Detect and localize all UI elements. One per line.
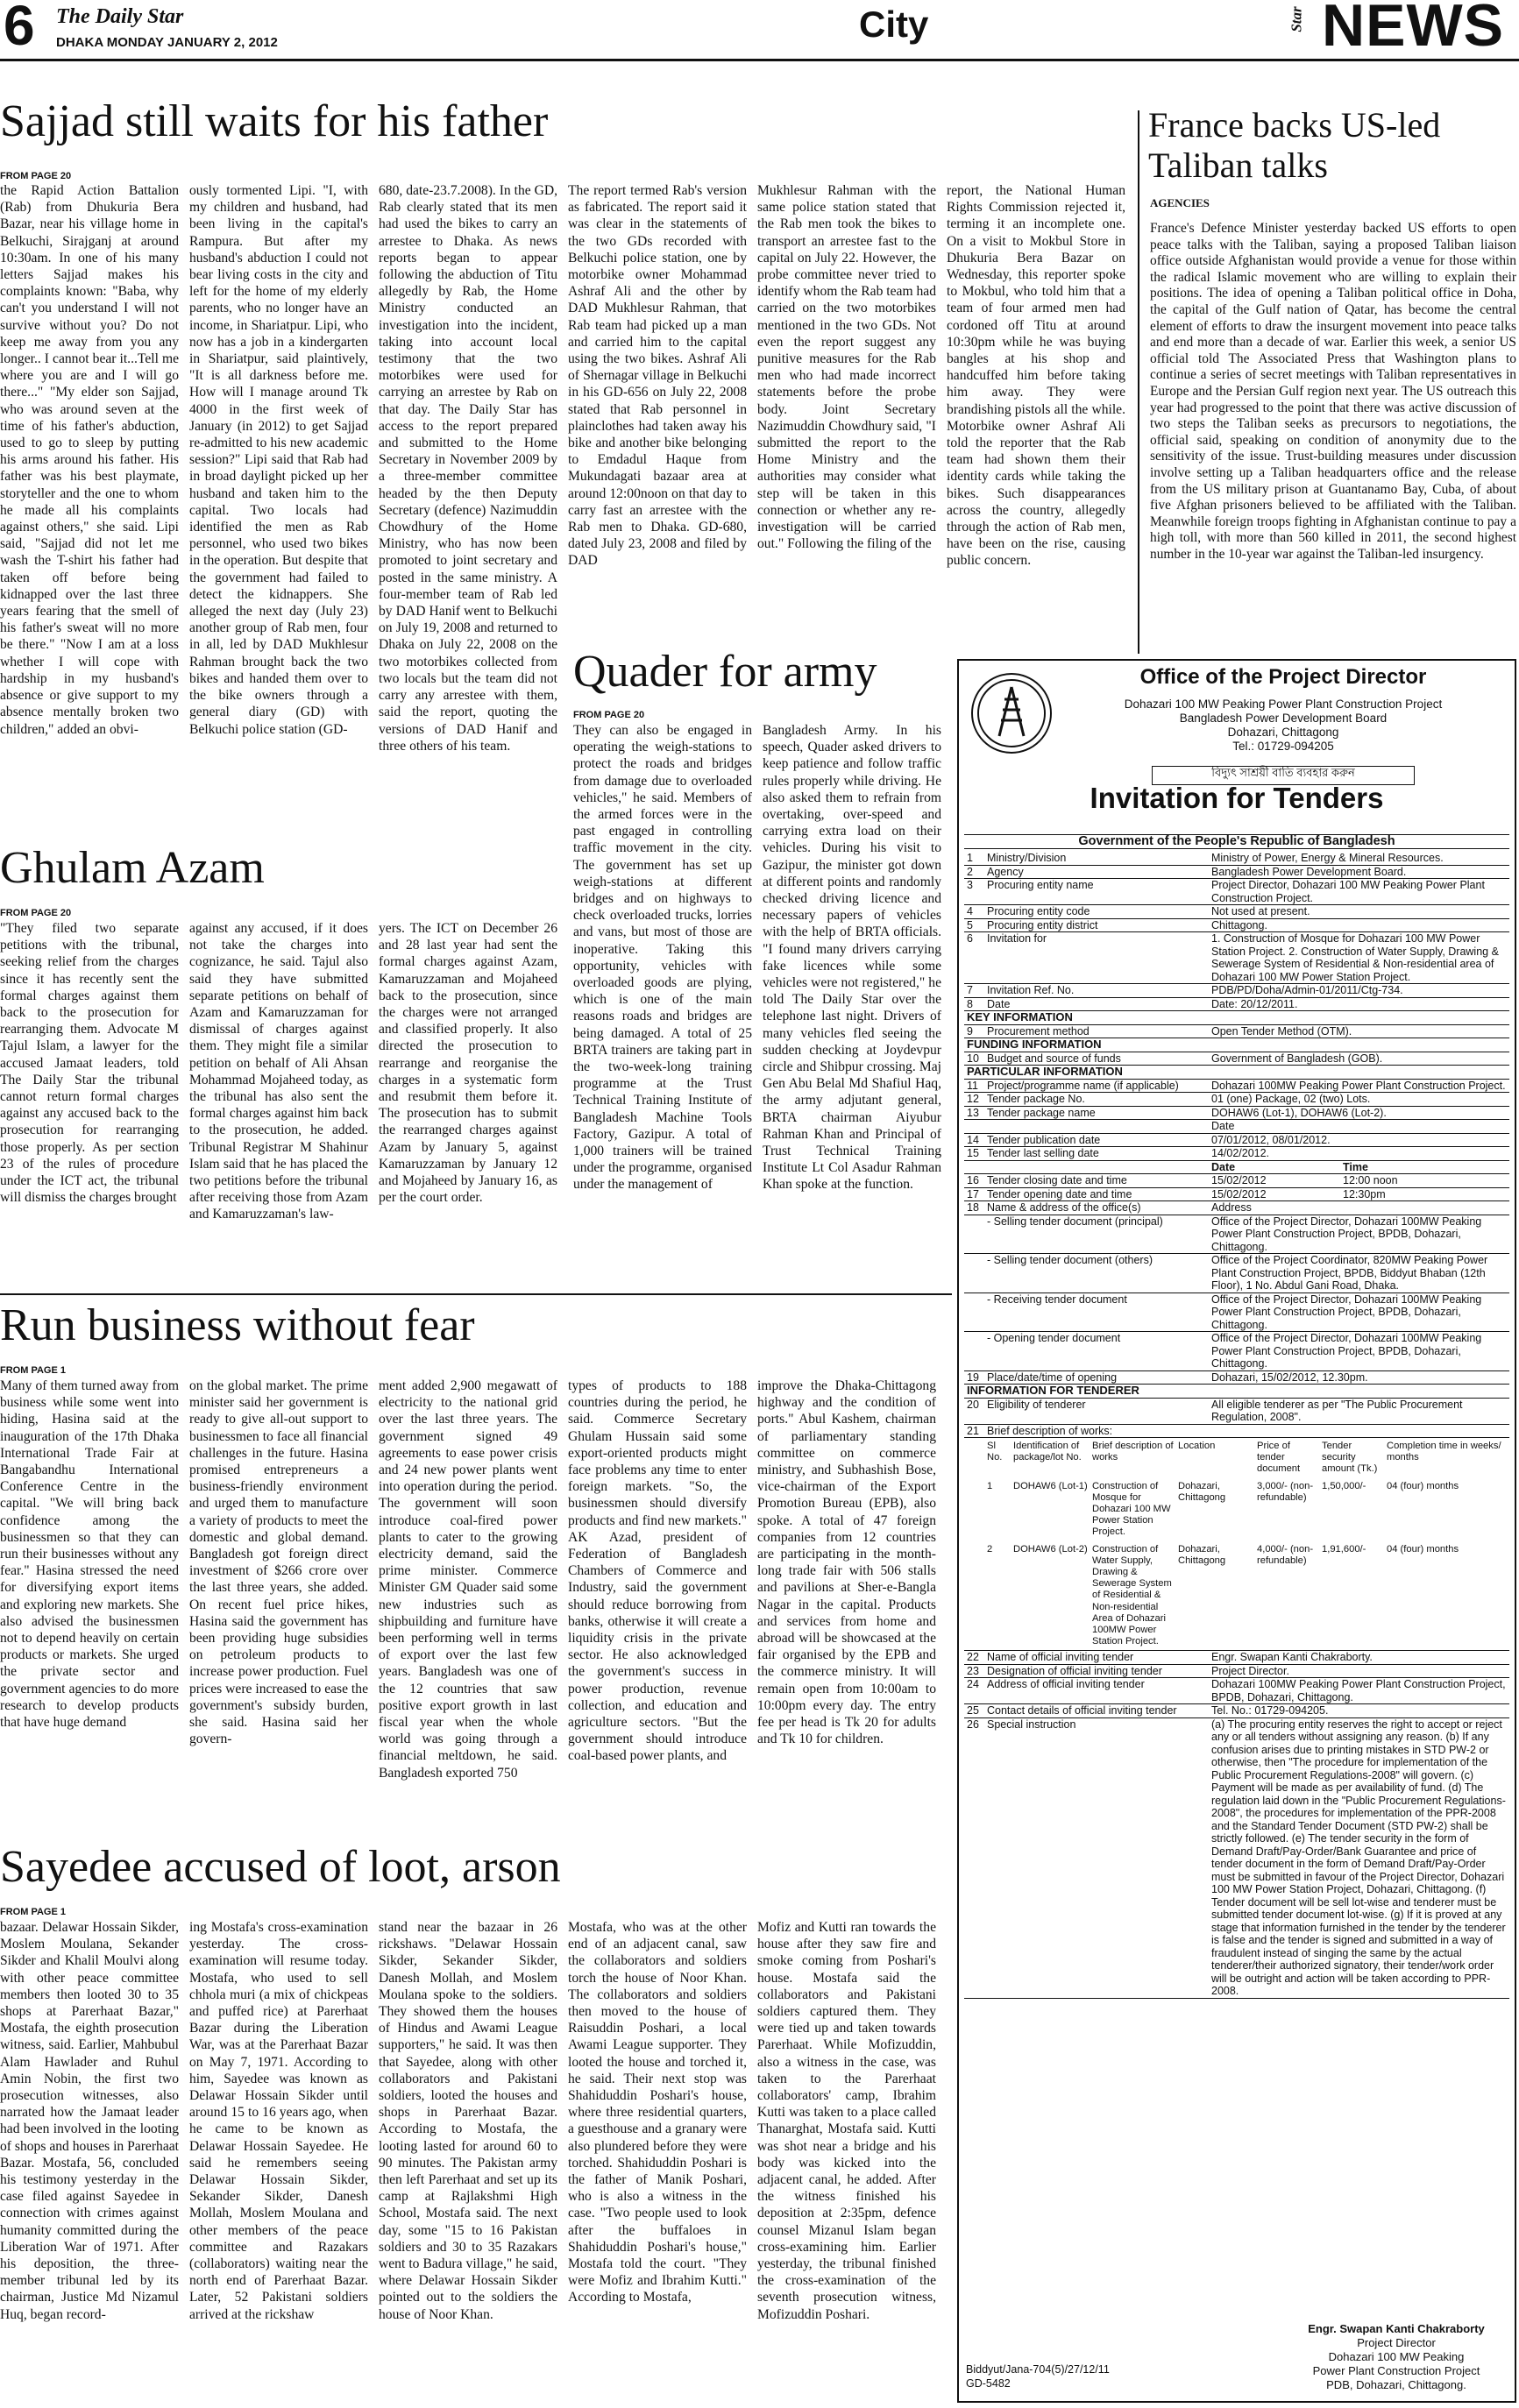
tender-row bbox=[964, 1025, 1509, 1039]
tender-row bbox=[964, 1651, 1509, 1665]
tender-office: Office of the Project Director bbox=[1139, 665, 1427, 689]
works-head-cell: Sl No. bbox=[987, 1441, 1003, 1463]
tender-cell-l: Procuring entity code bbox=[987, 905, 1090, 917]
tender-cell-d: 15/02/2012 bbox=[1211, 1174, 1267, 1186]
tender-section-head: KEY INFORMATION bbox=[964, 1011, 1509, 1025]
tender-cell-n: 2 bbox=[967, 865, 973, 878]
tender-row bbox=[964, 905, 1509, 919]
tender-dt-head bbox=[964, 1161, 1509, 1175]
signature-line: Project Director bbox=[1357, 2336, 1436, 2349]
tender-cell-l: Tender package name bbox=[987, 1106, 1096, 1119]
tender-cell-n: 20 bbox=[967, 1398, 979, 1411]
tender-cell-v: Address bbox=[1211, 1201, 1252, 1214]
business-headline: Run business without fear bbox=[0, 1300, 475, 1350]
tender-cell-l: Eligibility of tenderer bbox=[987, 1398, 1086, 1411]
tender-cell-l: - Receiving tender document bbox=[987, 1293, 1127, 1306]
business-column: improve the Dhaka-Chittagong highway and the condition of ports." Abul Kashem, chairman of parliamentary standing committee on commerce ministry, and Subhashish Bose, vice-chairman of the Export Promotion Bureau (EPB), also spoke. A total of 47 foreign companies from 12 countries are participating in the month-long trade fair with 506 stalls and pavilions at Sher-e-Bangla Nagar in the capital. Products and services from home and abroad will be showcased at the fair organised by the EPB and the commerce ministry. It will remain open from 10:00am to 10:00pm every day. The entry fee per head is Tk 20 for adults and Tk 10 for children. bbox=[757, 1378, 936, 1747]
tender-ref-line: GD-5482 bbox=[966, 2377, 1011, 2390]
tender-cell-v: Office of the Project Director, Dohazari 100MW Peaking Power Plant Construction Project, BPDB, Dohazari, Chittagong. bbox=[1211, 1215, 1482, 1253]
tender-cell-v: (a) The procuring entity reserves the right to accept or reject any or all tenders without assigning any reason. (b) If any confusion arises due to printing mistakes in STD PW-2 or otherwise, then "The procedure for implementation of the Public Procurement Regulations-2008" will govern. (c) Payment will be made as per availability of fund. (d) The regulation laid down in the "Public Procurement Regulations-2008", the procedures for implementation of the PPR-2008 and the Standard Tender Document (STD PW-2) shall be strictly followed. (e) The tender security in the form of Demand Draft/Pay-Order/Bank Guarantee and price of tender document in the form of Demand Draft/Pay-Order must be submitted in favour of the Project Director, Dohazari 100 MW Power Station Project, Dohazari, Chittagong. (f) Tender document will be sell lot-wise and tenderer must be submitted tender document lot-wise. (g) If it is proved at any stage that information furnished in the tender by the tenderer is false and the tender is signed and submitted in a way of fraudulent instead of singing the same by the actual tenderer/their authorized signatory, their tender/work order will be outright and action will be taken according to PPR-2008. bbox=[1211, 1717, 1506, 1998]
signature-line: Power Plant Construction Project bbox=[1312, 2364, 1480, 2377]
works-cell: Construction of Water Supply, Drawing & Sewerage System of Residential & Non-residential Area of Dohazari 100MW Power Station Project. bbox=[1092, 1543, 1172, 1647]
tender-row bbox=[964, 919, 1509, 933]
tender-cell-n: 12 bbox=[967, 1093, 979, 1105]
tender-cell-l: Tender closing date and time bbox=[987, 1174, 1127, 1186]
tender-cell-n: 6 bbox=[967, 932, 973, 945]
tender-row bbox=[964, 1201, 1509, 1215]
tender-cell-l: Budget and source of funds bbox=[987, 1052, 1121, 1065]
tender-row bbox=[964, 1134, 1509, 1148]
tender-cell-n: 9 bbox=[967, 1024, 973, 1038]
tender-cell-v: Dohazari 100MW Peaking Power Plant Construction Project. bbox=[1211, 1079, 1506, 1092]
sayedee-headline: Sayedee accused of loot, arson bbox=[0, 1842, 561, 1892]
works-cell: 04 (four) months bbox=[1387, 1543, 1459, 1555]
tender-cell-n: 7 bbox=[967, 984, 973, 996]
tender-cell-l: Date bbox=[987, 997, 1011, 1010]
works-cell: 04 (four) months bbox=[1387, 1480, 1459, 1491]
tender-cell-n: 19 bbox=[967, 1370, 979, 1384]
tender-cell-l: Tender opening date and time bbox=[987, 1187, 1132, 1200]
tender-section-head: INFORMATION FOR TENDERER bbox=[964, 1385, 1509, 1399]
tender-cell-l: Tender last selling date bbox=[987, 1147, 1099, 1159]
sajjad-column: the Rapid Action Battalion (Rab) from Dhukuria Bera Bazar, near his village home in Belkuchi, Sirajganj at around 10:30am. In one of his many letters Sajjad makes his complaints known: "Baba, why can't you understand I will not survive without you? Do not keep me away from you any longer.. I cannot bear it...Tell me where you are and I will go there..." "My elder son Sajjad, who was around seven at the time of his father's abduction, used to go to sleep by putting his arms around his father. His father was his best playmate, storyteller and the one to whom he made all his complaints against others," she said. Lipi said, "Sajjad did not let me wash the T-shirt his father had taken off before being kidnapped over the last three years fearing that the smell of his father's sweat will no more be there." "Now I am at a loss whether I will cope with hardship in my husband's absence or give support to my absence mentally broken two children," added an obvi- bbox=[0, 183, 179, 737]
tender-cell-n bbox=[964, 1293, 987, 1332]
tender-cell-l bbox=[987, 1120, 1208, 1133]
tender-cell-l: - Selling tender document (principal) bbox=[987, 1215, 1163, 1228]
tender-row bbox=[964, 1093, 1509, 1107]
ghulam-column: yers. The ICT on December 26 and 28 last year had sent the formal charges against Azam, Kamaruzzaman and Mojaheed back to the prosecution, since the charges were not arranged and classified properly. It also directed the prosecution to rearrange and reorganise the charges in a systematic form and resubmit them before it. The prosecution has to submit the rearranged charges against Azam by January 5, against Kamaruzzaman by January 12 and Mojaheed by January 16, as per the court order. bbox=[379, 921, 557, 1206]
tender-cell-v: 1. Construction of Mosque for Dohazari 100 MW Power Station Project. 2. Construction of Water Supply, Drawing & Sewerage System of Residential & Non-residential area of Dohazari 100 MW Power Station Project. bbox=[1211, 932, 1499, 983]
tender-cell-l: Name of official inviting tender bbox=[987, 1651, 1134, 1664]
tender-cell-l: Procuring entity district bbox=[987, 918, 1098, 931]
works-cell: 3,000/- (non-refundable) bbox=[1257, 1480, 1314, 1503]
works-head-cell: Completion time in weeks/ months bbox=[1387, 1441, 1501, 1463]
tender-row bbox=[964, 1293, 1509, 1333]
tender-row bbox=[964, 1147, 1509, 1161]
tender-cell-n: 24 bbox=[967, 1678, 979, 1691]
tender-cell-l: Agency bbox=[987, 865, 1024, 878]
tender-ref bbox=[966, 2362, 1110, 2390]
france-body: France's Defence Minister yesterday backed US efforts to open peace talks with the Taliban, saying a proposed Taliban liaison office outside Afghanistan would provide a venue for those within the radical Islamic movement who are willing to explain their positions. The idea of opening a Taliban political office in Doha, the capital of the Gulf nation of Qatar, has become the central element of efforts to draw the insurgent movement into peace talks and end more than a decade of war. Earlier this week, a senior US official told The Associated Press that Washington plans to continue a series of secret meetings with Taliban representatives in Europe and the Persian Gulf region next year. The US outreach this year had progressed to the point that there was active discussion of two steps the Taliban seeks as precursors to negotiations, the official said, speaking on condition of anonymity due to the sensitivity of the issue. Trust-building measures under discussion involve setting up a Taliban headquarters office and the release from the US military prison at Guantanamo Bay, Cuba, of about five Afghan prisoners believed to be affiliated with the Taliban. Meanwhile foreign troops fighting in Afghanistan continue to pay a high toll, with more than 560 killed in 2011, the second highest number in the 10-year war against the Taliban-led insurgency. bbox=[1150, 221, 1516, 562]
tender-cell-v: Office of the Project Director, Dohazari 100MW Peaking Power Plant Construction Project, BPDB, Dohazari, Chittagong. bbox=[1211, 1293, 1482, 1331]
tender-cell-t: 12:30pm bbox=[1343, 1187, 1386, 1200]
tender-row bbox=[964, 1107, 1509, 1121]
tender-dt-head-time: Time bbox=[1343, 1160, 1368, 1173]
tender-sub-line: Dohazari 100 MW Peaking Power Plant Construction Project bbox=[1124, 698, 1443, 711]
tender-cell-l: Invitation Ref. No. bbox=[987, 984, 1075, 996]
tender-cell-v: 07/01/2012, 08/01/2012. bbox=[1211, 1133, 1331, 1146]
tender-row bbox=[964, 1052, 1509, 1066]
works-row bbox=[987, 1478, 1509, 1541]
works-cell: Dohazari, Chittagong bbox=[1178, 1480, 1226, 1503]
section-name: City bbox=[859, 4, 929, 45]
france-byline: AGENCIES bbox=[1150, 196, 1210, 209]
tender-cell-v bbox=[1208, 1425, 1509, 1438]
tender-row bbox=[964, 1371, 1509, 1385]
tender-sub-line: Dohazari, Chittagong bbox=[1227, 726, 1339, 739]
tender-row bbox=[964, 852, 1509, 866]
tender-cell-l: Designation of official inviting tender bbox=[987, 1664, 1162, 1677]
tender-row bbox=[964, 1665, 1509, 1679]
tender-cell-n bbox=[964, 1332, 987, 1370]
sayedee-column: Mofiz and Kutti ran towards the house after they saw fire and smoke coming from Poshari's house. Mostafa said the collaborators and Pakistani soldiers captured them. They were tied up and taken towards Parerhaat. While Mofizuddin, also a witness in the case, was taken to the Parerhaat collaborators' camp, Ibrahim Kutti was taken to a place called Thanarghat, Mostafa said. Kutti was shot near a bridge and his body was kicked into the adjacent canal, he added. After the witness finished his deposition at 2:35pm, defence counsel Mizanul Islam began cross-examining him. Earlier yesterday, the tribunal finished the cross-examination of the seventh prosecution witness, Mofizuddin Poshari. bbox=[757, 1920, 936, 2322]
tender-row bbox=[964, 1254, 1509, 1293]
tender-row bbox=[964, 1718, 1509, 1999]
dateline: DHAKA MONDAY JANUARY 2, 2012 bbox=[56, 35, 278, 50]
tender-cell-n: 14 bbox=[967, 1133, 979, 1146]
tender-row bbox=[964, 1188, 1509, 1202]
quader-headline: Quader for army bbox=[573, 647, 877, 697]
tender-cell-v: Tel. No.: 01729-094205. bbox=[1211, 1704, 1329, 1717]
tender-cell-v: All eligible tenderer as per "The Public Procurement Regulation, 2008". bbox=[1211, 1398, 1463, 1423]
tender-cell-n: 21 bbox=[967, 1424, 979, 1437]
tender-cell-n: 26 bbox=[967, 1717, 979, 1731]
news-word: NEWS bbox=[1322, 0, 1504, 59]
business-column: Many of them turned away from business while some went into hiding, Hasina said at the inauguration of the 17th Dhaka International Trade Fair at Bangabandhu International Conference Centre in the capital. "We will bring back confidence among the businessmen so that they can run their businesses without any fear." Hasina stressed the need for diversifying export items and exploring new markets. She also advised the businessmen not to depend heavily on certain products or markets. She urged the private sector and government agencies to do more research to develop products that have huge demand bbox=[0, 1378, 179, 1731]
tender-sub-line: Tel.: 01729-094205 bbox=[1232, 740, 1334, 753]
star-logo: Star bbox=[1288, 6, 1305, 32]
tender-row bbox=[964, 1425, 1509, 1439]
works-table bbox=[964, 1438, 1509, 1651]
tender-cell-l: Invitation for bbox=[987, 932, 1047, 945]
france-rule bbox=[1138, 110, 1139, 654]
tender-cell-v: Project Director, Dohazari 100 MW Peaking Power Plant Construction Project. bbox=[1211, 879, 1485, 904]
tender-row bbox=[964, 1215, 1509, 1255]
tender-cell-n: 8 bbox=[967, 997, 973, 1010]
tender-section-head: PARTICULAR INFORMATION bbox=[964, 1066, 1509, 1080]
tender-cell-v: Project Director. bbox=[1211, 1664, 1289, 1677]
works-cell: 1 bbox=[987, 1480, 993, 1491]
tender-cell-n: 17 bbox=[967, 1187, 979, 1200]
tender-cell-v: PDB/PD/Doha/Admin-01/2011/Ctg-734. bbox=[1211, 984, 1403, 996]
tender-cell-v: Office of the Project Director, Dohazari 100MW Peaking Power Plant Construction Project, BPDB, Dohazari, Chittagong. bbox=[1211, 1332, 1482, 1370]
paper-name: The Daily Star bbox=[56, 5, 184, 28]
tender-cell-v: Bangladesh Power Development Board. bbox=[1211, 865, 1407, 878]
business-column: on the global market. The prime minister said her government is ready to give all-out support to businessmen to face all financial challenges in the future. Hasina promised entrepreneurs a business-friendly environment and urged them to manufacture a variety of products to meet the domestic and global demand. Bangladesh got foreign direct investment of $266 crore over the last three years, she added. On recent fuel price hikes, Hasina said the government has been providing huge subsidies on petroleum products to increase power production. Fuel prices were increased to ease the government's subsidy burden, she said. Hasina said her govern- bbox=[189, 1378, 368, 1747]
tender-cell-l: Address of official inviting tender bbox=[987, 1678, 1145, 1691]
business-rule bbox=[0, 1293, 952, 1295]
france-headline: France backs US-led Taliban talks bbox=[1148, 105, 1441, 185]
ghulam-from: FROM PAGE 20 bbox=[0, 908, 72, 918]
works-cell: DOHAW6 (Lot-1) bbox=[1013, 1480, 1088, 1491]
tender-row bbox=[964, 1080, 1509, 1094]
tender-cell-l: Place/date/time of opening bbox=[987, 1370, 1118, 1384]
tender-cell-n: 22 bbox=[967, 1651, 979, 1664]
tender-cell-n: 4 bbox=[967, 905, 973, 917]
tender-cell-t: 12:00 noon bbox=[1343, 1174, 1398, 1186]
sajjad-column: ously tormented Lipi. "I, with my children and husband, had been living in the capital's Rampura. But after my husband's abduction I could not bear living costs in the city and left for the home of my elderly parents, who no longer have an income, in Shariatpur. Lipi, who now has a job in a kindergarten in Shariatpur, said plaintively, "It is all darkness before me. How will I manage around Tk 4000 in the first week of January (in 2012) to get Sajjad re-admitted to his new academic session?" Lipi said that Rab had in broad daylight picked up her husband and taken him to the capital. Two locals had identified the men as Rab personnel, who used two bikes in the operation. But despite that the government had failed to detect the kidnappers. She alleged the next day (July 23) another group of Rab men, four in all, led by DAD Mukhlesur Rahman brought back the two bikes and handed them over to the bike owners through a general diary (GD) with Belkuchi police station (GD- bbox=[189, 183, 368, 737]
tender-cell-n: 10 bbox=[967, 1052, 979, 1065]
tender-cell-n: 15 bbox=[967, 1147, 979, 1159]
tender-cell-v: Dohazari, 15/02/2012, 12.30pm. bbox=[1211, 1370, 1368, 1384]
works-cell: Dohazari, Chittagong bbox=[1178, 1543, 1226, 1566]
tender-cell-v: 01 (one) Package, 02 (two) Lots. bbox=[1211, 1093, 1371, 1105]
sayedee-column: stand near the bazaar in 26 rickshaws. "Delawar Hossain Sikder, Sekander Sikder, Danesh Mollah, and Moslem Moulana spoke to the soldiers. They showed them the houses of Hindus and Awami League supporters," he said. It was then that Sayedee, along with other collaborators and Pakistani soldiers, looted the houses and shops in Parerhaat Bazar. According to Mostafa, the looting lasted for around 60 to 90 minutes. The Pakistan army then left Parerhaat and set up its camp at Rajlakshmi High School, Mostafa said. The next day, some "15 to 16 Pakistan soldiers and 30 to 35 Razakars went to Badura village," he said, where Delawar Hossain Sikder pointed out to the soldiers the house of Noor Khan. bbox=[379, 1920, 557, 2322]
tender-cell-v: Chittagong. bbox=[1211, 918, 1267, 931]
tender-govt: Government of the People's Republic of Bangladesh bbox=[964, 834, 1509, 849]
bpdb-emblem-icon bbox=[971, 673, 1052, 754]
business-from: FROM PAGE 1 bbox=[0, 1365, 66, 1376]
works-cell: Construction of Mosque for Dohazari 100 MW Power Station Project. bbox=[1092, 1480, 1171, 1538]
tender-row bbox=[964, 866, 1509, 880]
tender-dt-head-date: Date bbox=[1211, 1160, 1236, 1173]
signature-line: PDB, Dohazari, Chittagong. bbox=[1326, 2378, 1466, 2391]
tender-cell-n: 5 bbox=[967, 918, 973, 931]
tender-row bbox=[964, 1332, 1509, 1371]
works-cell: 1,50,000/- bbox=[1322, 1480, 1366, 1491]
tender-cell-n: 11 bbox=[967, 1079, 978, 1092]
tender-row bbox=[964, 1399, 1509, 1425]
tender-cell-v: Date bbox=[1211, 1120, 1235, 1132]
works-cell: 2 bbox=[987, 1543, 993, 1555]
sajjad-from: FROM PAGE 20 bbox=[0, 171, 72, 181]
tender-sub-line: Bangladesh Power Development Board bbox=[1179, 712, 1388, 725]
sayedee-column: Mostafa, who was at the other end of an adjacent canal, saw the collaborators and soldiers torch the house of Noor Khan. The collaborators and soldiers then moved to the house of Raisuddin Poshari, a local Awami League supporter. They looted the house and torched it, he said. Their next stop was Shahiduddin Poshari's house, where three residential quarters, a guesthouse and a granary were also plundered before they were torched. Shahiduddin Poshari is the father of Manik Poshari, who is also a witness in the case. "Two people used to look after the buffaloes in Shahiduddin Poshari's house," Mostafa told the court. "They were Mofiz and Ibrahim Kutti." According to Mostafa, bbox=[568, 1920, 747, 2305]
works-cell: 1,91,600/- bbox=[1322, 1543, 1366, 1555]
tender-cell-l: - Opening tender document bbox=[987, 1332, 1121, 1344]
tender-cell-n bbox=[964, 1120, 987, 1133]
tender-cell-l: Special instruction bbox=[987, 1717, 1076, 1731]
tender-cell-n: 23 bbox=[967, 1664, 979, 1677]
works-row bbox=[987, 1541, 1509, 1651]
tender-cell-v: Not used at present. bbox=[1211, 905, 1310, 917]
signature-line: Dohazari 100 MW Peaking bbox=[1328, 2350, 1465, 2363]
tender-title: Invitation for Tenders bbox=[1090, 782, 1384, 814]
signature-line: Engr. Swapan Kanti Chakraborty bbox=[1308, 2322, 1485, 2335]
tender-cell-n: 25 bbox=[967, 1704, 979, 1717]
tender-sub bbox=[1055, 698, 1511, 754]
business-column: types of products to 188 countries during the period, he said. Commerce Secretary Ghulam Hussain said some export-oriented products might face problems any time to enter foreign markets. "So, the businessmen should diversify products and find new markets." AK Azad, president of Federation of Bangladesh Chambers of Commerce and Industry, said the government should reduce borrowing from banks, otherwise it will create a liquidity crisis in the private sector. He also acknowledged the government's success in power production, revenue collection, and education and agriculture sectors. "But the government should introduce coal-based power plants, and bbox=[568, 1378, 747, 1764]
tender-row bbox=[964, 1120, 1509, 1134]
tender-bangla-slogan: বিদ্যুৎ সাশ্রয়ী বাতি ব্যবহার করুন bbox=[1152, 766, 1415, 785]
works-head-cell: Brief description of works bbox=[1092, 1441, 1174, 1463]
sajjad-column: 680, date-23.7.2008). In the GD, Rab clearly stated that its men had used the bikes to carry an arrestee to Dhaka. As news reports began to appear following the abduction of Titu allegedly by Rab, the Home Ministry conducted an investigation into the incident, taking into account local testimony that the two motorbikes were used for carrying an arrestee by Rab on that day. The Daily Star has access to the report prepared and submitted to the Home Secretary in November 2009 by a three-member committee headed by the then Deputy Secretary (defence) Nazimuddin Chowdhury of the Home Ministry, who has now been promoted to joint secretary and posted in the same ministry. A four-member team of Rab led by DAD Hanif went to Belkuchi on July 19, 2008 and returned to Dhaka on July 22, 2008 on the two motorbikes collected from two locals but the team did not carry any arrestee with them, said the report, quoting the versions of DAD Hanif and three others of his team. bbox=[379, 183, 557, 754]
tender-cell-l: Project/programme name (if applicable) bbox=[987, 1079, 1179, 1092]
tender-cell-v: Ministry of Power, Energy & Mineral Resources. bbox=[1211, 852, 1444, 864]
tender-cell-l: Contact details of official inviting tender bbox=[987, 1704, 1177, 1717]
tender-cell-v: Open Tender Method (OTM). bbox=[1211, 1024, 1352, 1038]
works-head-cell: Price of tender document bbox=[1257, 1441, 1301, 1475]
tender-signature bbox=[1287, 2322, 1506, 2392]
sajjad-column: The report termed Rab's version as fabricated. The report said it was clear in the statements of the two GDs recorded with Belkuchi police station, one by motorbike owner Mohammad Ashraf Ali and the other by DAD Mukhlesur Rahman, that Rab team had picked up a man and carried him to the capital using the two bikes. Ashraf Ali of Shernagar village in Belkuchi in his GD-656 on July 22, 2008 stated that Rab personnel in plainclothes had taken away his bike and another bike belonging to Emdadul Haque from Mukundagati bazaar area at around 12:00noon on that day to carry fast an arrestee with the Rab men to Dhaka. GD-680, dated July 23, 2008 and filed by DAD bbox=[568, 183, 747, 569]
tender-cell-l: Procuring entity name bbox=[987, 879, 1094, 891]
tender-cell-n: 3 bbox=[967, 879, 973, 891]
quader-column: They can also be engaged in operating the weigh-stations to protect the roads and bridges from damage due to overloaded vehicles," he said. Members of the armed forces were in the past engaged in controlling traffic movement in the city. The government has set up weigh-stations at different bridges and on highways to check overloaded trucks, lorries and vans, but most of those are inoperative. Taking this opportunity, vehicles with overloaded goods are plying, which is one of the main reasons roads and bridges are being damaged. A total of 25 BRTA trainers are taking part in the two-week-long training programme at the Trust Technical Training Institute of Bangladesh Machine Tools Factory, Gazipur. A total of 1,000 trainers will be trained under the programme, organised under the management of bbox=[573, 723, 752, 1193]
tender-table bbox=[964, 852, 1509, 1999]
sajjad-headline: Sajjad still waits for his father bbox=[0, 96, 549, 146]
works-head-cell: Identification of package/lot No. bbox=[1013, 1441, 1082, 1463]
tender-cell-l: Tender publication date bbox=[987, 1133, 1101, 1146]
tender-row bbox=[964, 1174, 1509, 1188]
tender-cell-v: Government of Bangladesh (GOB). bbox=[1211, 1052, 1383, 1065]
tender-row bbox=[964, 998, 1509, 1012]
tender-notice bbox=[957, 659, 1516, 2403]
ghulam-headline: Ghulam Azam bbox=[0, 843, 265, 893]
tender-cell-l: Name & address of the office(s) bbox=[987, 1201, 1141, 1214]
tender-cell-l: Ministry/Division bbox=[987, 852, 1067, 864]
tender-cell-v: Engr. Swapan Kanti Chakraborty. bbox=[1211, 1651, 1373, 1664]
works-cell: 4,000/- (non-refundable) bbox=[1257, 1543, 1314, 1566]
tender-cell-n: 1 bbox=[967, 852, 973, 864]
works-head-cell: Tender security amount (Tk.) bbox=[1322, 1441, 1378, 1475]
works-head-cell: Location bbox=[1178, 1441, 1216, 1451]
business-column: ment added 2,900 megawatt of electricity to the national grid over the last three years. The government signed 49 agreements to ease power crisis and 24 new power plants went into operation during the period. The government will soon introduce coal-fired power plants to cater to the growing electricity demand, said the prime minister. Commerce Minister GM Quader said some new industries such as shipbuilding and furniture have been performing well in terms of export over the last few years. Bangladesh was one of the 12 countries that saw positive export growth in last fiscal year when the whole world was going through a financial meltdown, he said. Bangladesh exported 750 bbox=[379, 1378, 557, 1781]
quader-from: FROM PAGE 20 bbox=[573, 710, 645, 720]
tender-cell-v: Date: 20/12/2011. bbox=[1211, 997, 1298, 1010]
tender-cell-l: Tender package No. bbox=[987, 1093, 1085, 1105]
works-head bbox=[987, 1438, 1509, 1478]
ghulam-column: against any accused, if it does not take the charges into cognizance, he said. Tajul also said they have submitted separate petitions on behalf of Azam and Kamaruzzaman for dismissal of charges against them. They might file a similar petition on behalf of Ali Ahsan Mohammad Mojaheed today, as the tribunal has also sent the formal charges against him back to the prosecution, he added. Tribunal Registrar M Shahinur Islam said that he has placed the two petitions before the tribunal after receiving those from Azam and Kamaruzzaman's law- bbox=[189, 921, 368, 1222]
works-cell: DOHAW6 (Lot-2) bbox=[1013, 1543, 1088, 1555]
tender-cell-n bbox=[964, 1254, 987, 1293]
tender-row bbox=[964, 984, 1509, 998]
tender-row bbox=[964, 1704, 1509, 1718]
tender-cell-l: Brief description of works: bbox=[987, 1424, 1113, 1437]
tender-cell-d: 15/02/2012 bbox=[1211, 1187, 1267, 1200]
tender-row bbox=[964, 879, 1509, 905]
ghulam-column: "They filed two separate petitions with the tribunal, seeking relief from the charges since it has recently sent the formal charges against them back to the prosecution for rearranging them. Advocate M Tajul Islam, a lawyer for the accused Jamaat leaders, told The Daily Star the tribunal cannot return formal charges against any accused back to the prosecution for rearranging those properly. As per section 23 of the rules of procedure under the ICT act, the tribunal will dismiss the charges brought bbox=[0, 921, 179, 1206]
masthead bbox=[0, 0, 1519, 61]
tender-row bbox=[964, 932, 1509, 984]
tender-row bbox=[964, 1678, 1509, 1704]
tender-cell-n: 16 bbox=[967, 1174, 979, 1186]
tender-cell-v: Dohazari 100MW Peaking Power Plant Construction Project, BPDB, Dohazari, Chittagong. bbox=[1211, 1678, 1506, 1703]
quader-column: Bangladesh Army. In his speech, Quader asked drivers to keep patience and follow traffic rules properly while driving. He also asked them to refrain from overtaking, over-speed and carrying extra load on their vehicles. During his visit to Gazipur, the minister got down at different points and randomly checked driving licence and necessary papers of vehicles with the help of BRTA officials. "I found many drivers carrying fake licences while some vehicles were not registered," he told The Daily Star over the telephone last night. Drivers of many vehicles fled seeing the sudden checking at Joydevpur circle and Shibpur crossing. Maj Gen Abu Belal Md Shafiul Haq, the army adjutant general, BRTA chairman Aiyubur Rahman Khan and Principal of Trust Technical Training Institute Lt Col Asadur Rahman Khan spoke at the function. bbox=[763, 723, 941, 1193]
tender-section-head: FUNDING INFORMATION bbox=[964, 1038, 1509, 1052]
tender-cell-n bbox=[964, 1215, 987, 1254]
sajjad-column: Mukhlesur Rahman with the same police station stated that the Rab men took the bikes to transport an arrestee fast to the capital on July 22. However, the probe committee never tried to identify whom the Rab team had carried on the two motorbikes mentioned in the two GDs. Not even the report suggest any punitive measures for the Rab men who had made incorrect statements before the probe body. Joint Secretary Nazimuddin Chowdhury said, "I submitted the report to the Home Ministry and the authorities may consider what step will be taken in this connection or whether any re-investigation will be carried out." Following the filing of the bbox=[757, 183, 936, 552]
page-number: 6 bbox=[4, 0, 35, 57]
tender-cell-v: 14/02/2012. bbox=[1211, 1147, 1270, 1159]
tender-cell-l: - Selling tender document (others) bbox=[987, 1254, 1153, 1266]
tender-cell-l: Procurement method bbox=[987, 1024, 1090, 1038]
sayedee-column: ing Mostafa's cross-examination yesterday. The cross-examination will resume today. Mostafa, who used to sell chhola muri (a mix of chickpeas and puffed rice) at Parerhaat Bazar during the Liberation War, was at the Parerhaat Bazar on May 7, 1971. According to him, Sayedee was known as Delawar Hossain Sikder until around 15 to 16 years ago, when he came to be known as Delawar Hossain Sayedee. He said he remembers seeing Delawar Hossain Sikder, Sekander Sikder, Danesh Mollah, Moslem Moulana and other members of the peace committee and Razakars (collaborators) waiting near the north end of Parerhaat Bazar. Later, 52 Pakistani soldiers arrived at the rickshaw bbox=[189, 1920, 368, 2322]
tender-cell-v: Office of the Project Coordinator, 820MW Peaking Power Plant Construction Project, BPDB, Biddyut Bhaban (12th Floor), 1 No. Abdul Gani Road, Dhaka. bbox=[1211, 1254, 1488, 1292]
sayedee-from: FROM PAGE 1 bbox=[0, 1907, 66, 1917]
sayedee-column: bazaar. Delawar Hossain Sikder, Moslem Moulana, Sekander Sikder and Khalil Moulvi along with other peace committee members then looted 30 to 35 shops at Parerhaat Bazar," Mostafa, the eighth prosecution witness, said. Earlier, Mahbubul Alam Hawlader and Ruhul Amin Nobin, the first two prosecution witnesses, also narrated how the Jamaat leader had been involved in the looting of shops and houses in Parerhaat Bazar. Mostafa, 56, concluded his testimony yesterday in the case filed against Sayedee in connection with crimes against humanity committed during the Liberation War of 1971. After his deposition, the three-member tribunal led by its chairman, Justice Md Nizamul Huq, began record- bbox=[0, 1920, 179, 2322]
tender-cell-n: 13 bbox=[967, 1106, 979, 1119]
tender-cell-v: DOHAW6 (Lot-1), DOHAW6 (Lot-2). bbox=[1211, 1106, 1387, 1119]
sajjad-column: report, the National Human Rights Commission rejected it, terming it an incomplete one. On a visit to Mokbul Store in Dhukuria Bera Bazar on Wednesday, this reporter spoke to Mokbul, who told him that a team of four armed men had cordoned off Titu at around 10:30pm while he was buying bangles at his shop and handcuffed him before taking him away. They were brandishing pistols all the while. Motorbike owner Ashraf Ali told the reporter that the Rab team had shown them their identity cards while taking the bikes. Such disappearances across the country, allegedly through the action of Rab men, have been on the rise, causing public concern. bbox=[947, 183, 1125, 569]
tender-ref-line: Biddyut/Jana-704(5)/27/12/11 bbox=[966, 2363, 1110, 2376]
tender-cell-n: 18 bbox=[967, 1201, 979, 1214]
